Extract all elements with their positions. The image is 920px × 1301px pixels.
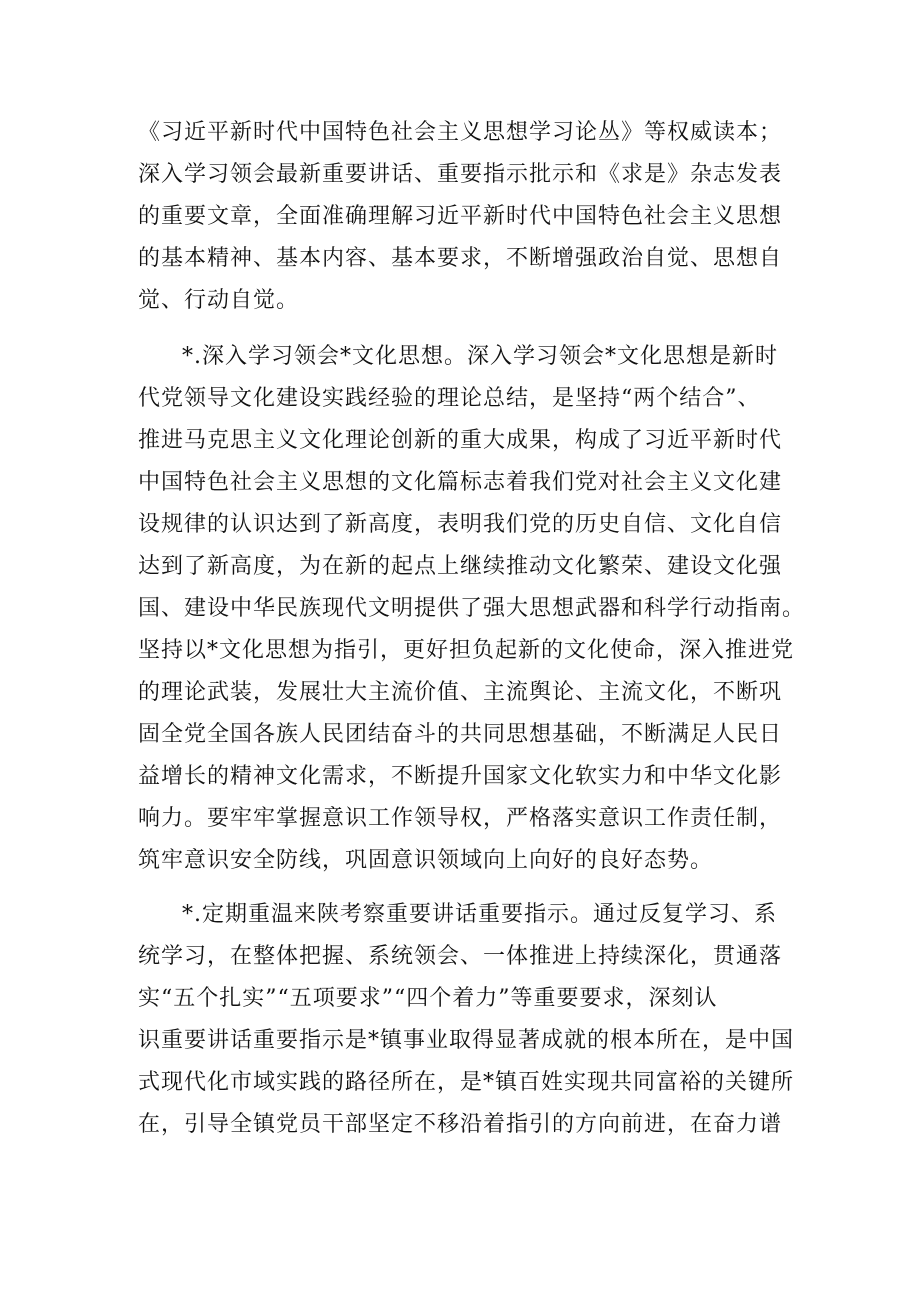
text-line: 式现代化市域实践的路径所在，是*镇百姓实现共同富裕的关键所 bbox=[138, 1070, 795, 1095]
text-line: 达到了新高度，为在新的起点上继续推动文化繁荣、建设文化强 bbox=[138, 554, 783, 579]
text-line: 固全党全国各族人民团结奋斗的共同思想基础，不断满足人民日 bbox=[138, 722, 783, 747]
text-line: 国、建设中华民族现代文明提供了强大思想武器和科学行动指南。 bbox=[138, 596, 806, 621]
text-line: 统学习，在整体把握、系统领会、一体推进上持续深化，贯通落 bbox=[138, 944, 783, 969]
text-line: 觉、行动自觉。 bbox=[138, 288, 300, 313]
text-line: 的理论武装，发展壮大主流价值、主流舆论、主流文化，不断巩 bbox=[138, 680, 783, 705]
text-line: 识重要讲话重要指示是*镇事业取得显著成就的根本所在，是中国 bbox=[138, 1028, 795, 1053]
text-line: 益增长的精神文化需求，不断提升国家文化软实力和中华文化影 bbox=[138, 764, 783, 789]
text-line: 推进马克思主义文化理论创新的重大成果，构成了习近平新时代 bbox=[138, 428, 783, 453]
text-line: 代党领导文化建设实践经验的理论总结，是坚持“两个结合”、 bbox=[138, 386, 761, 411]
text-line: 筑牢意识安全防线，巩固意识领域向上向好的良好态势。 bbox=[138, 848, 714, 873]
text-line: 响力。要牢牢掌握意识工作领导权，严格落实意识工作责任制， bbox=[138, 806, 783, 831]
text-line: 在，引导全镇党员干部坚定不移沿着指引的方向前进，在奋力谱 bbox=[138, 1112, 783, 1137]
text-line: 深入学习领会最新重要讲话、重要指示批示和《求是》杂志发表 bbox=[138, 162, 783, 187]
text-line: 中国特色社会主义思想的文化篇标志着我们党对社会主义文化建 bbox=[138, 470, 783, 495]
section-heading-line: *.定期重温来陕考察重要讲话重要指示。通过反复学习、系 bbox=[182, 902, 777, 927]
text-line: 《习近平新时代中国特色社会主义思想学习论丛》等权威读本； bbox=[138, 120, 783, 145]
section-heading-line: *.深入学习领会*文化思想。深入学习领会*文化思想是新时 bbox=[182, 344, 778, 369]
text-line: 的重要文章，全面准确理解习近平新时代中国特色社会主义思想 bbox=[138, 204, 783, 229]
text-line: 坚持以*文化思想为指引，更好担负起新的文化使命，深入推进党 bbox=[138, 638, 795, 663]
text-line: 实“五个扎实”“五项要求”“四个着力”等重要要求，深刻认 bbox=[138, 986, 718, 1011]
text-line: 的基本精神、基本内容、基本要求，不断增强政治自觉、思想自 bbox=[138, 246, 783, 271]
text-line: 设规律的认识达到了新高度，表明我们党的历史自信、文化自信 bbox=[138, 512, 783, 537]
